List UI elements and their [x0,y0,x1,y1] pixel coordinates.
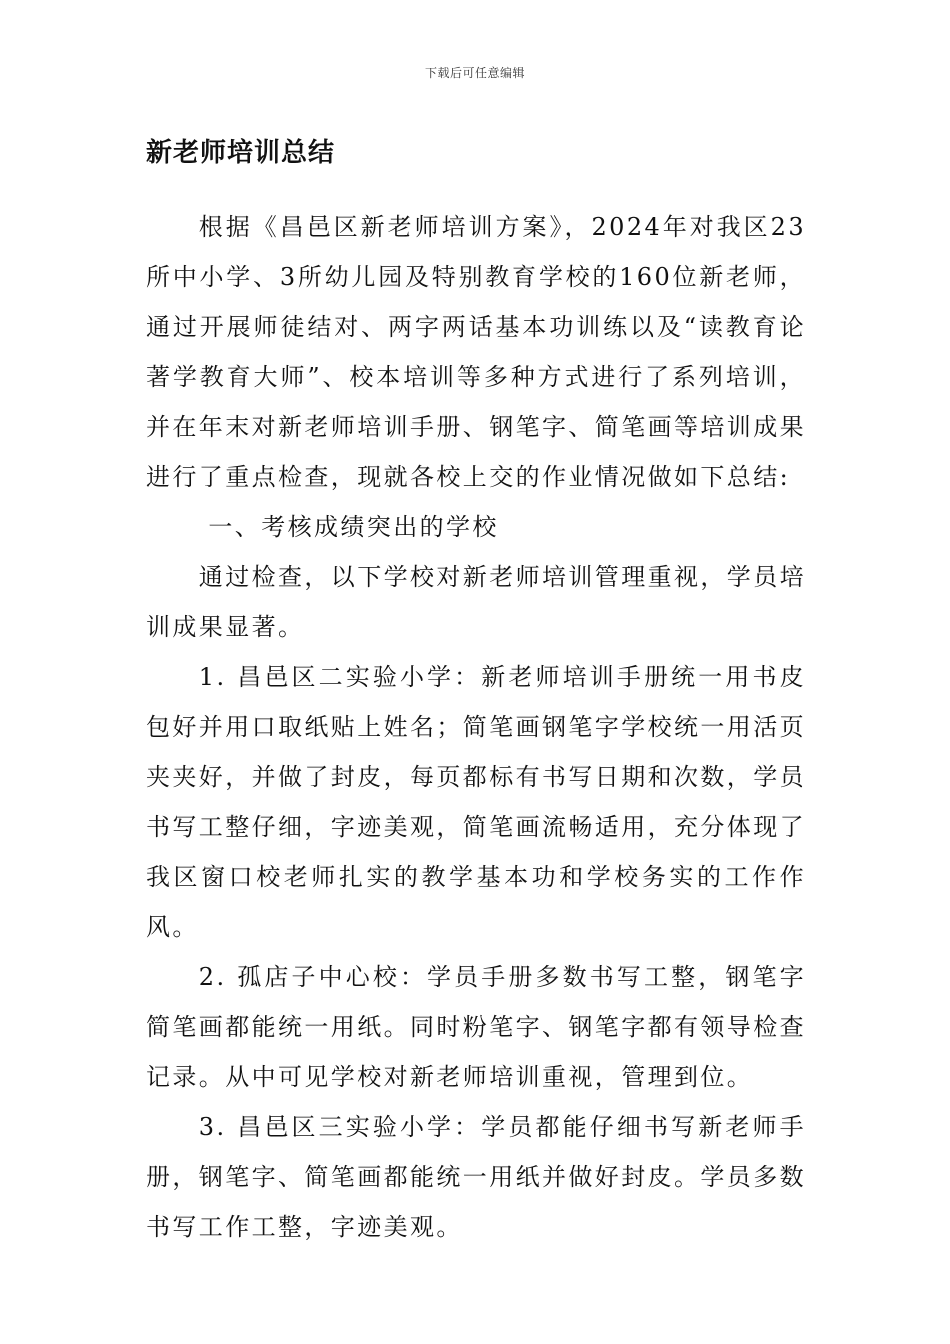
section-heading: 一、考核成绩突出的学校 [208,513,499,541]
intro-paragraph: 根据《昌邑区新老师培训方案》，2024年对我区23所中小学、3所幼儿园及特别教育学校的160位新老师，通过开展师徒结对、两字两话基本功训练以及“读教育论著学教育大师”、校本培训等多种方式进行了系列培训，并在年末对新老师培训手册、钢笔字、简笔画等培训成果进行了重点检查，现就各校上交的作业情况做如下总结: [146,213,806,491]
page-header-note: 下载后可任意编辑 [424,66,525,80]
school-item-1: 1. 昌邑区二实验小学：新老师培训手册统一用书皮包好并用口取纸贴上姓名；简笔画钢笔字学校统一用活页夹夹好，并做了封皮，每页都标有书写日期和次数，学员书写工整仔细，字迹美观，简笔画流畅适用，充分体现了我区窗口校老师扎实的教学基本功和学校务实的工作作风。 [146,663,806,941]
school-item-3: 3. 昌邑区三实验小学：学员都能仔细书写新老师手册，钢笔字、简笔画都能统一用纸并做好封皮。学员多数书写工作工整，字迹美观。 [146,1113,806,1241]
document-body [146,202,806,1252]
document-title: 新老师培训总结 [146,138,336,168]
school-item-2: 2. 孤店子中心校：学员手册多数书写工整，钢笔字简笔画都能统一用纸。同时粉笔字、钢笔字都有领导检查记录。从中可见学校对新老师培训重视，管理到位。 [146,963,806,1091]
section-intro-paragraph: 通过检查，以下学校对新老师培训管理重视，学员培训成果显著。 [146,563,806,641]
